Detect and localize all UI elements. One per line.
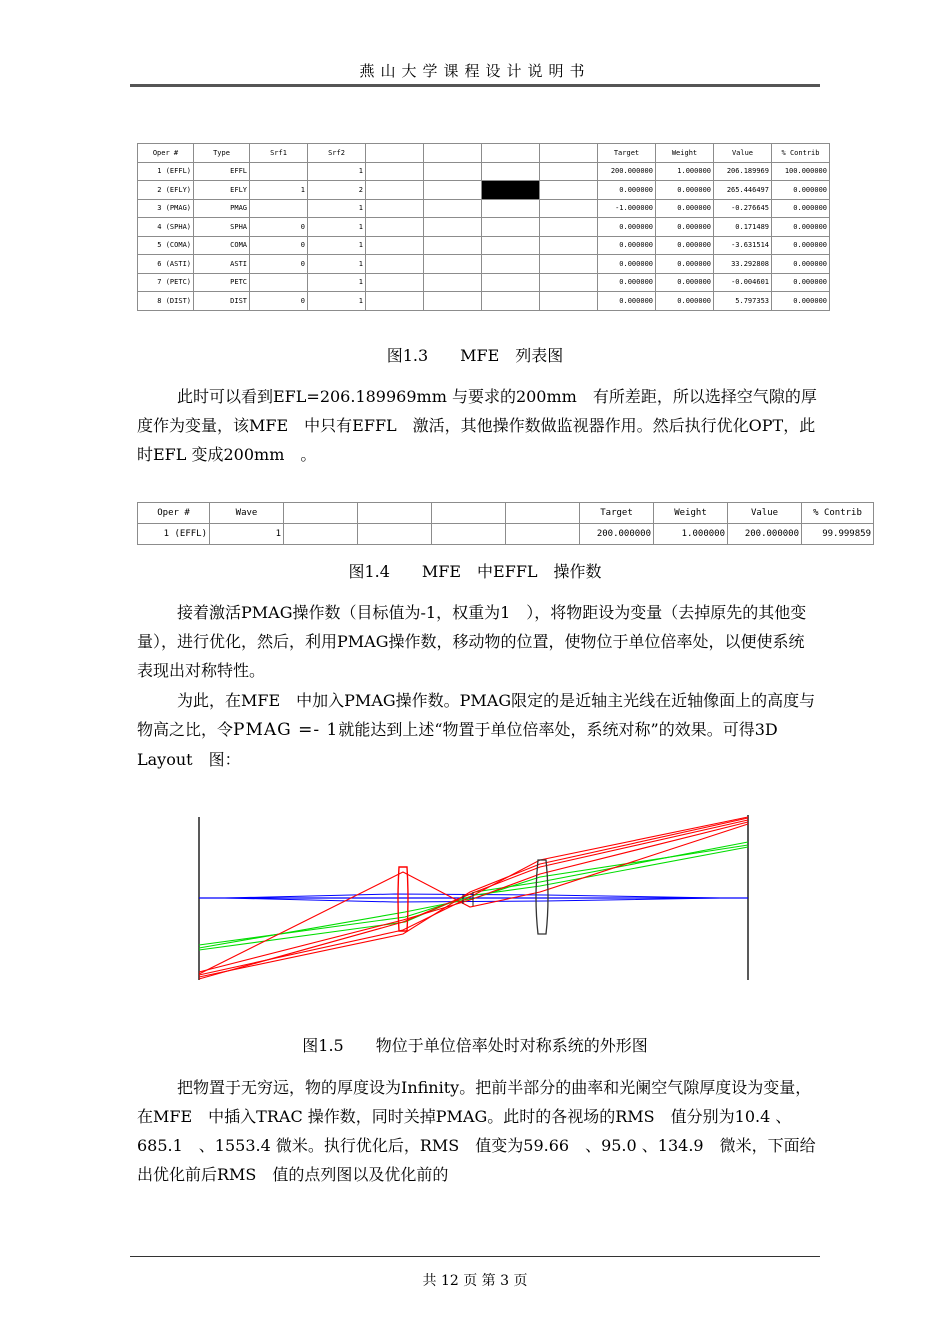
table-cell[interactable]: 0 xyxy=(250,255,308,274)
table-cell[interactable] xyxy=(540,236,598,255)
table-cell[interactable]: 3 (PMAG) xyxy=(138,199,194,218)
table-cell[interactable] xyxy=(482,273,540,292)
table-cell[interactable] xyxy=(482,292,540,311)
table-cell[interactable] xyxy=(424,162,482,181)
paragraph-infinity-text: 把物置于无穷远，物的厚度设为Infinity。把前半部分的曲率和光阑空气隙厚度设为变量，在MFE 中插入TRAC 操作数，同时关掉PMAG。此时的各视场的RMS 值分别为10.4 、685.1 、1553.4 微米。执行优化后，RMS 值变为59.66 、95.0 、134.9 微米，下面给出优化前后RMS 值的点列图以及优化前的 xyxy=(137,1078,816,1184)
mfe-table-effl-header-row xyxy=(138,503,874,524)
table2-col-header: Wave xyxy=(210,503,284,524)
table2-col-header: Value xyxy=(728,503,802,524)
table-cell[interactable]: 4 (SPHA) xyxy=(138,218,194,237)
table-cell[interactable]: 0.000000 xyxy=(598,273,656,292)
table-cell[interactable]: 0.000000 xyxy=(656,236,714,255)
table-cell[interactable]: 33.292808 xyxy=(714,255,772,274)
table-cell[interactable]: 0.000000 xyxy=(598,218,656,237)
table-cell[interactable]: 0.000000 xyxy=(656,255,714,274)
table-cell[interactable] xyxy=(424,273,482,292)
table-cell[interactable] xyxy=(250,199,308,218)
mfe-table-header-row xyxy=(138,144,830,163)
table-cell[interactable]: -0.276645 xyxy=(714,199,772,218)
table-cell[interactable] xyxy=(250,162,308,181)
table2-col-header: % Contrib xyxy=(802,503,874,524)
paragraph-pmag-text: 接着激活PMAG操作数（目标值为-1，权重为1 ），将物距设为变量（去掉原先的其他变量），进行优化，然后，利用PMAG操作数，移动物的位置，使物位于单位倍率处，以便使系统表现出对称特性。 xyxy=(137,603,807,680)
table-cell[interactable]: 5.797353 xyxy=(714,292,772,311)
table-cell[interactable]: -3.631514 xyxy=(714,236,772,255)
table-cell[interactable]: PMAG xyxy=(194,199,250,218)
table1-col-header: Target xyxy=(598,144,656,163)
table-cell[interactable] xyxy=(540,255,598,274)
table-cell[interactable] xyxy=(482,199,540,218)
table-cell[interactable]: DIST xyxy=(194,292,250,311)
table1-col-header: Weight xyxy=(656,144,714,163)
table-cell[interactable]: 0.000000 xyxy=(598,236,656,255)
table-cell[interactable]: 2 xyxy=(308,181,366,200)
table-cell[interactable]: 1 xyxy=(308,218,366,237)
table-row xyxy=(138,255,830,274)
table2-col-header: Target xyxy=(580,503,654,524)
table-cell[interactable] xyxy=(482,181,540,200)
table2-col-header xyxy=(506,503,580,524)
table-cell[interactable]: 1 xyxy=(308,236,366,255)
table-cell[interactable]: EFLY xyxy=(194,181,250,200)
paragraph-pmag xyxy=(137,598,817,685)
layout-3d-figure xyxy=(195,812,755,987)
table-cell[interactable] xyxy=(482,255,540,274)
table2-col-header: Weight xyxy=(654,503,728,524)
table-cell[interactable]: 0.000000 xyxy=(598,255,656,274)
mfe-table-effl xyxy=(137,502,874,545)
table1-col-header: Srf1 xyxy=(250,144,308,163)
table-cell[interactable]: 200.000000 xyxy=(580,524,654,545)
paragraph-infinity xyxy=(137,1073,817,1189)
table-cell[interactable]: 0.000000 xyxy=(772,273,830,292)
paragraph-formula-text-b: 就能达到上述“物置于单位倍率处，系统对称”的效果。可得3D Layout 图： xyxy=(137,720,778,769)
table-cell[interactable]: 0.000000 xyxy=(656,273,714,292)
table-cell[interactable] xyxy=(424,236,482,255)
table-cell[interactable]: 0 xyxy=(250,218,308,237)
table1-col-header xyxy=(424,144,482,163)
table-cell[interactable]: -1.000000 xyxy=(598,199,656,218)
table-cell[interactable]: 0.000000 xyxy=(772,199,830,218)
table-cell[interactable] xyxy=(540,218,598,237)
table-cell[interactable] xyxy=(506,524,580,545)
table-cell[interactable]: 1 (EFFL) xyxy=(138,524,210,545)
page-header-title: 燕山大学课程设计说明书 xyxy=(359,62,591,80)
paragraph-pmag-formula xyxy=(137,686,817,774)
table-cell[interactable] xyxy=(358,524,432,545)
table-cell[interactable]: 0.000000 xyxy=(656,292,714,311)
table-cell[interactable] xyxy=(424,199,482,218)
table-cell[interactable] xyxy=(424,181,482,200)
table-cell[interactable]: 1.000000 xyxy=(656,162,714,181)
table-cell[interactable] xyxy=(366,236,424,255)
pmag-formula: PMAG =- 1 xyxy=(233,720,339,740)
table2-col-header xyxy=(432,503,506,524)
table-cell[interactable] xyxy=(540,199,598,218)
table-row xyxy=(138,236,830,255)
table-cell[interactable] xyxy=(366,218,424,237)
table-cell[interactable]: COMA xyxy=(194,236,250,255)
table-cell[interactable]: 0.000000 xyxy=(772,236,830,255)
table-cell[interactable]: 0.171489 xyxy=(714,218,772,237)
mfe-table-full xyxy=(137,143,830,311)
page-footer: 共 12 页 第 3 页 xyxy=(422,1273,528,1289)
table-cell[interactable]: 1 xyxy=(210,524,284,545)
table-cell[interactable]: 0.000000 xyxy=(772,181,830,200)
table-cell[interactable]: 0 xyxy=(250,292,308,311)
table-cell[interactable] xyxy=(424,255,482,274)
table-row xyxy=(138,292,830,311)
table-cell[interactable]: 0 xyxy=(250,236,308,255)
table-cell[interactable]: 206.189969 xyxy=(714,162,772,181)
table-cell[interactable]: EFFL xyxy=(194,162,250,181)
table-cell[interactable] xyxy=(432,524,506,545)
table-cell[interactable]: 0.000000 xyxy=(772,218,830,237)
table-cell[interactable] xyxy=(424,292,482,311)
table-cell[interactable] xyxy=(540,292,598,311)
lens-element-2 xyxy=(536,860,548,934)
table-cell[interactable]: 2 (EFLY) xyxy=(138,181,194,200)
table-cell[interactable] xyxy=(284,524,358,545)
table-cell[interactable]: 200.000000 xyxy=(728,524,802,545)
table-cell[interactable]: PETC xyxy=(194,273,250,292)
table-cell[interactable]: 0.000000 xyxy=(656,218,714,237)
table-cell[interactable] xyxy=(366,162,424,181)
footer-rule xyxy=(130,1256,820,1257)
table-cell[interactable]: 1 xyxy=(308,273,366,292)
table-cell[interactable] xyxy=(482,236,540,255)
table1-col-header xyxy=(540,144,598,163)
table-cell[interactable] xyxy=(366,199,424,218)
table-cell[interactable]: 0.000000 xyxy=(656,199,714,218)
table-cell[interactable] xyxy=(482,162,540,181)
table-row xyxy=(138,162,830,181)
table-cell[interactable]: -0.004601 xyxy=(714,273,772,292)
table-cell[interactable] xyxy=(366,181,424,200)
table-cell[interactable]: 5 (COMA) xyxy=(138,236,194,255)
table-cell[interactable] xyxy=(540,273,598,292)
table-cell[interactable]: 0.000000 xyxy=(598,292,656,311)
table-cell[interactable] xyxy=(424,218,482,237)
figure-caption-1-4: 图1.4 MFE 中EFFL 操作数 xyxy=(348,562,602,581)
table2-col-header xyxy=(358,503,432,524)
table1-col-header: Value xyxy=(714,144,772,163)
table1-col-header xyxy=(482,144,540,163)
table-cell[interactable]: 8 (DIST) xyxy=(138,292,194,311)
table-cell[interactable] xyxy=(540,181,598,200)
table-cell[interactable]: 1 xyxy=(308,255,366,274)
table-cell[interactable]: 99.999859 xyxy=(802,524,874,545)
table1-col-header xyxy=(366,144,424,163)
table-cell[interactable]: ASTI xyxy=(194,255,250,274)
paragraph-efl xyxy=(137,382,817,469)
table1-col-header: Oper # xyxy=(138,144,194,163)
header-rule xyxy=(130,84,820,87)
mfe-table-effl-row xyxy=(138,524,874,545)
table-cell[interactable]: 265.446497 xyxy=(714,181,772,200)
table2-col-header: Oper # xyxy=(138,503,210,524)
table-cell[interactable] xyxy=(540,162,598,181)
table-row xyxy=(138,273,830,292)
table-cell[interactable]: 1 xyxy=(308,199,366,218)
table1-col-header: Type xyxy=(194,144,250,163)
table-row xyxy=(138,218,830,237)
table-cell[interactable]: 1 xyxy=(308,292,366,311)
figure-caption-1-3: 图1.3 MFE 列表图 xyxy=(386,346,564,365)
table-cell[interactable]: 0.000000 xyxy=(656,181,714,200)
paragraph-formula-text-a: 为此，在MFE 中加入PMAG操作数。PMAG限定的是近轴主光线在近轴像面上的高度与物高之比，令 xyxy=(137,691,816,739)
paragraph-efl-text: 此时可以看到EFL=206.189969mm 与要求的200mm 有所差距，所以选择空气隙的厚度作为变量，该MFE 中只有EFFL 激活，其他操作数做监视器作用。然后执行优化OPT，此时EFL 变成200mm 。 xyxy=(137,387,817,464)
table1-col-header: % Contrib xyxy=(772,144,830,163)
table2-col-header xyxy=(284,503,358,524)
table-cell[interactable]: 0.000000 xyxy=(598,181,656,200)
figure-caption-1-5: 图1.5 物位于单位倍率处时对称系统的外形图 xyxy=(302,1036,648,1055)
table-cell[interactable] xyxy=(366,273,424,292)
table-cell[interactable]: 100.000000 xyxy=(772,162,830,181)
table-cell[interactable] xyxy=(366,255,424,274)
table-cell[interactable]: 1.000000 xyxy=(654,524,728,545)
table-cell[interactable]: 7 (PETC) xyxy=(138,273,194,292)
table-cell[interactable]: 6 (ASTI) xyxy=(138,255,194,274)
table-row xyxy=(138,181,830,200)
table-cell[interactable] xyxy=(366,292,424,311)
table-cell[interactable] xyxy=(482,218,540,237)
table-row xyxy=(138,199,830,218)
table-cell[interactable] xyxy=(250,273,308,292)
table-cell[interactable]: SPHA xyxy=(194,218,250,237)
table-cell[interactable]: 1 (EFFL) xyxy=(138,162,194,181)
table-cell[interactable]: 200.000000 xyxy=(598,162,656,181)
table1-col-header: Srf2 xyxy=(308,144,366,163)
table-cell[interactable]: 1 xyxy=(308,162,366,181)
table-cell[interactable]: 1 xyxy=(250,181,308,200)
table-cell[interactable]: 0.000000 xyxy=(772,255,830,274)
table-cell[interactable]: 0.000000 xyxy=(772,292,830,311)
